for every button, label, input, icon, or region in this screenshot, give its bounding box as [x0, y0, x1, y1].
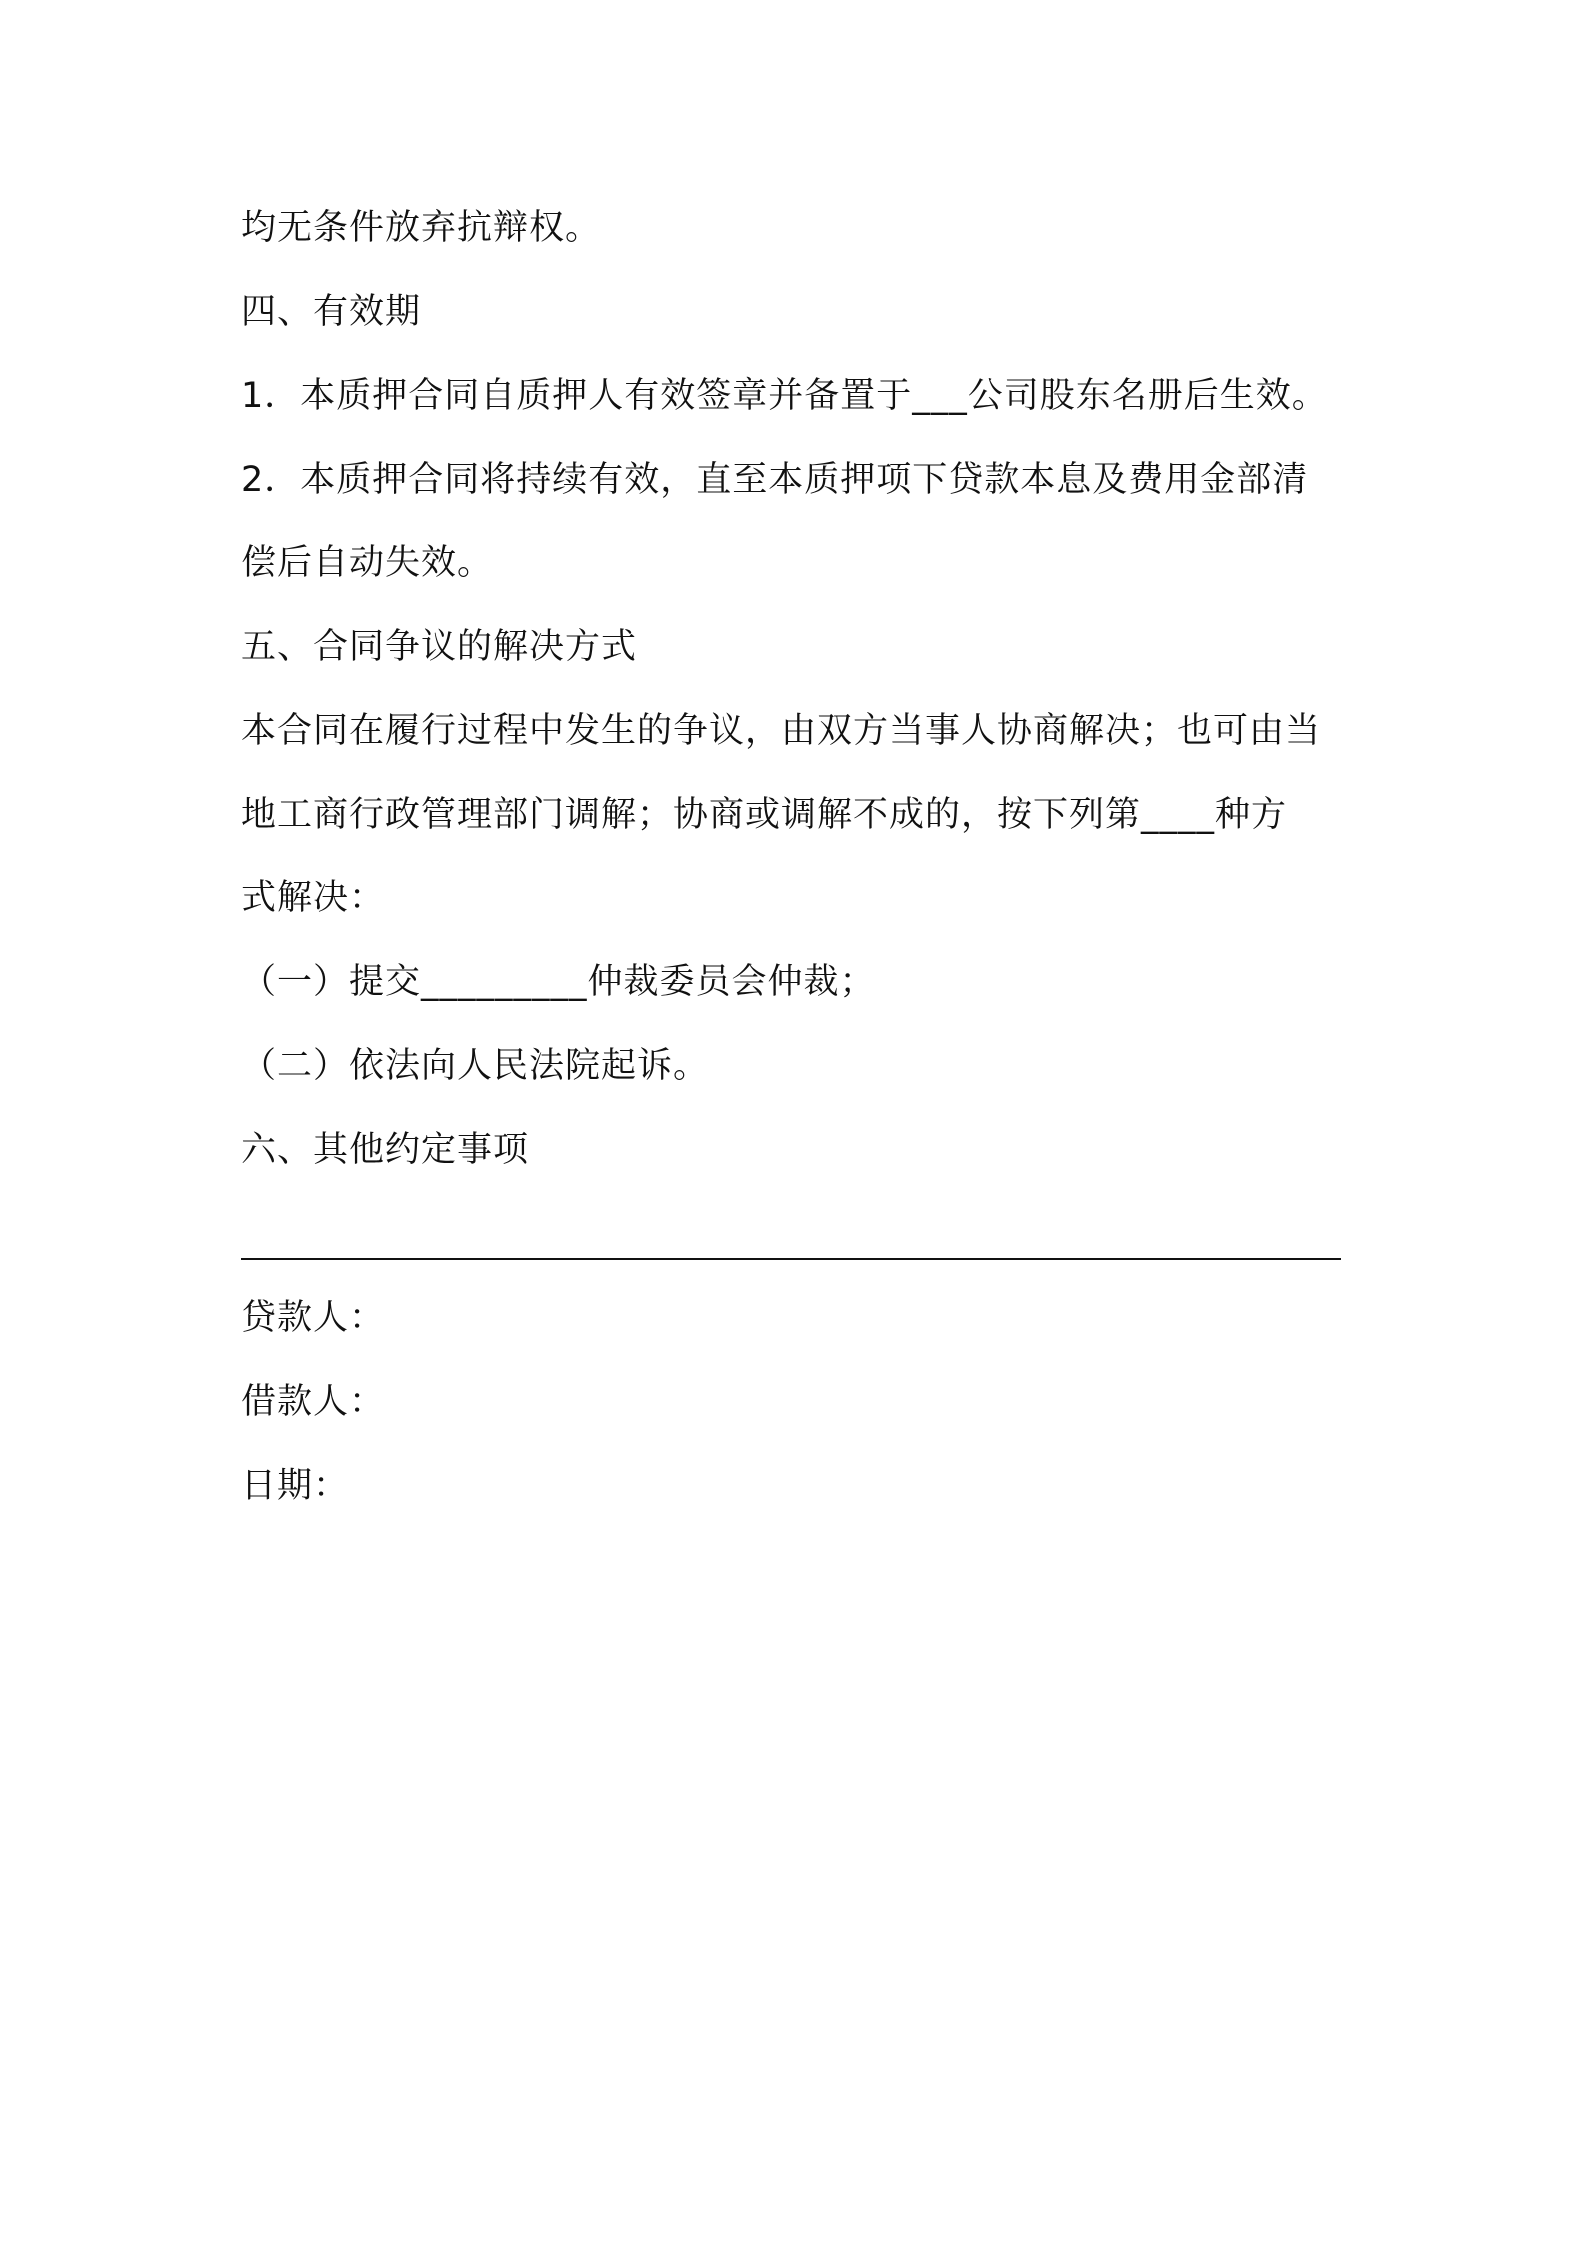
- clause-line: 偿后自动失效。: [241, 543, 494, 583]
- paragraph-line: 式解决：: [241, 878, 386, 918]
- option-line-arbitration: （一）提交_________仲裁委员会仲裁；: [241, 962, 876, 1002]
- clause-line: 2．本质押合同将持续有效，直至本质押项下贷款本息及费用金部清: [241, 460, 1309, 500]
- borrower-label: 借款人：: [241, 1382, 386, 1422]
- blank-fill-line: [241, 1258, 1341, 1260]
- paragraph-line: 均无条件放弃抗辩权。: [241, 208, 602, 248]
- clause-line: 1．本质押合同自质押人有效签章并备置于___公司股东名册后生效。: [241, 376, 1328, 416]
- option-line-court: （二）依法向人民法院起诉。: [241, 1046, 710, 1086]
- section-heading-dispute: 五、合同争议的解决方式: [241, 627, 638, 667]
- paragraph-line: 本合同在履行过程中发生的争议，由双方当事人协商解决；也可由当: [241, 711, 1322, 751]
- section-heading-other: 六、其他约定事项: [241, 1130, 530, 1170]
- paragraph-line: 地工商行政管理部门调解；协商或调解不成的，按下列第____种方: [241, 795, 1288, 835]
- lender-label: 贷款人：: [241, 1298, 386, 1338]
- date-label: 日期：: [241, 1466, 350, 1506]
- section-heading-validity: 四、有效期: [241, 292, 422, 332]
